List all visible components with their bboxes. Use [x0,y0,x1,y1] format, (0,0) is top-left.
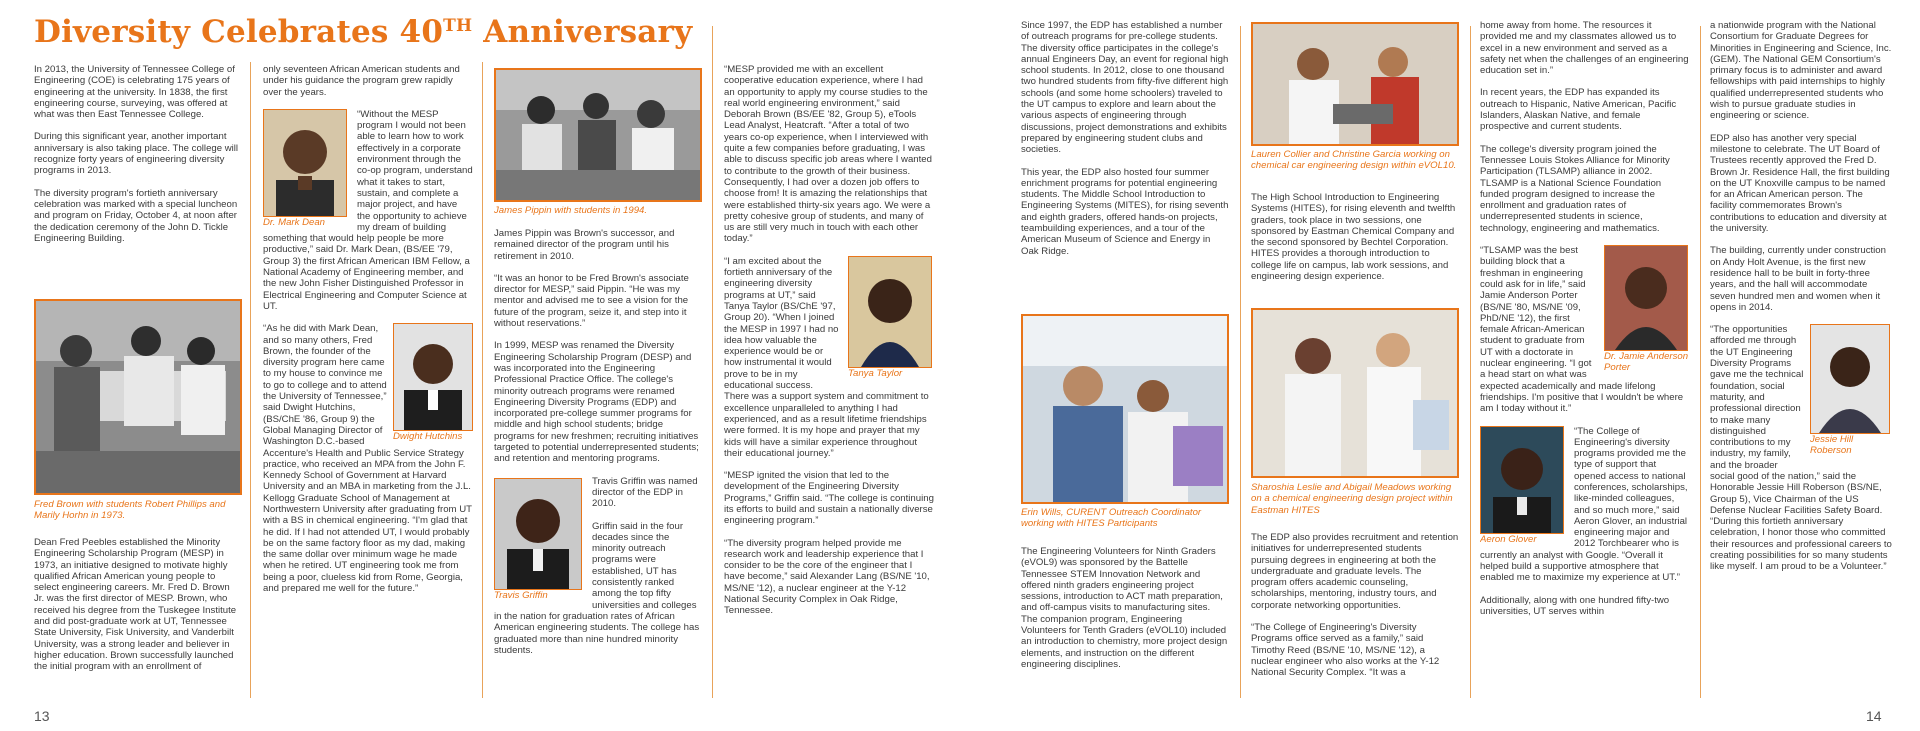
portrait-image [263,109,347,217]
column-5-bottom [1021,546,1229,704]
caption-james-pippin: James Pippin with students in 1994. [494,205,648,216]
paragraph: In 2013, the University of Tennessee College of Engineering (COE) is celebrating 175 years of engineering at the university. In 1838, the first engineering course, surveying, was offered at what was then East Tennessee College. [34,64,235,121]
portrait-jessie-roberson [1810,324,1892,460]
lab-photo-image [1253,24,1457,144]
portrait-image [1604,245,1688,351]
portrait-tanya-taylor [848,256,934,380]
column-6-bottom [1251,532,1459,704]
paragraph: The Engineering Volunteers for Ninth Graders (eVOL9) was sponsored by the Battelle Tennessee STEM Innovation Network and offered ninth graders engineering project sessions, introduction to ACT math preparation, and off-campus visits to manufacturing sites. The companion program, Engineering Volunteers for Tenth Graders (eVOL10) included an introduction to chemistry, more project design elements, and instruction on the different engineering disciplines. [1021,546,1228,670]
paragraph: The diversity program's fortieth anniversary celebration was marked with a special luncheon and program on Friday, October 4, at noon after the dedication ceremony of the John D. Tickle Engineering Building. [34,187,238,244]
paragraph: a nationwide program with the National Consortium for Graduate Degrees for Minorities in Engineering and Science, Inc. (GEM). The National GEM Consortium's primary focus is to administer and award fellowships with paid internships to highly qualified underrepresented students who wish to pursue graduate studies in engineering or science. [1710,20,1892,122]
photo-collier-garcia [1251,22,1459,146]
paragraph: Dean Fred Peebles established the Minority Engineering Scholarship Program (MESP) in 1973, an initiative designed to motivate highly qualified African American young people to select engineering careers. Mr. Fred D. Brown Jr. was the first director of MESP. Brown, who received his degree from the Tuskegee Institute and did post-graduate work at UT, Tennessee State University, Fisk University, and Vanderbilt University, was a strong leader and believer in higher education. Brown successfully launched the initial program with an enrollment of [34,537,237,673]
page-number-right: 14 [1866,708,1882,724]
paragraph: The college's diversity program joined the Tennessee Louis Stokes Alliance for Minority Participation (TLSAMP) alliance in 2002. TLSAMP is a National Science Foundation funded program designed to increase the enrollment and graduation rates of underrepresented students in science, technology, engineering and mathematics. [1480,143,1670,234]
paragraph: Additionally, along with one hundred fifty-two universities, UT serves within [1480,594,1670,617]
caption-jamie-porter: Dr. Jamie Anderson Porter [1604,351,1689,374]
paragraph: The High School Introduction to Engineering Systems (HITES), for rising eleventh and twelfth graders, took place in two sessions, one sponsored by Eastman Chemical Company and the second sponsored by Bechtel Corporation. HITES provides a thorough introduction to college life on campus, lab work sessions, and engineering design experience. [1251,192,1456,283]
paragraph: Since 1997, the EDP has established a number of outreach programs for pre-college students. The diversity office participates in the college's annual Engineers Day, an event for regional high school students. In 2012, close to one thousand two hundred students from fifty-five different high schools (and some home schoolers) traveled to the UT campus to explore and learn about the various aspects of engineering through discussions, project demonstrations and exhibits prepared by engineering student clubs and societies. [1021,20,1229,156]
caption-mark-dean: Dr. Mark Dean [263,216,326,228]
paragraph: Griffin said in the four decades since the minority outreach programs were established, UT has consistently ranked among the top fifty universities and colleges in the nation for graduation rates of African American engineering students. The college has graduated more than nine hundred minority students. [494,520,700,656]
paragraph: “It was an honor to be Fred Brown's associate director for MESP,” said Pippin. “He was my mentor and advised me to see a vision for the future of the program, seize it, and step into it without reservations.” [494,272,689,330]
portrait-image [1480,426,1564,534]
group-photo-image [36,301,240,493]
photo-james-pippin-students [494,68,702,202]
column-divider [1470,26,1471,698]
column-3 [494,228,704,704]
portrait-mark-dean [263,109,349,231]
column-7 [1480,20,1690,704]
lab-photo-image [1253,310,1457,476]
column-divider [482,62,483,698]
paragraph: Travis Griffin was named director of the EDP in 2010. [592,475,698,510]
caption-jessie-roberson: Jessie Hill Roberson [1810,434,1854,457]
paragraph: “TLSAMP was the best building block that a freshman in engineering could ask for in life,” said Jamie Anderson Porter (BS/NE '80, MS/NE '09, PhD/NE '12), the first female African-American student to graduate from UT with a doctorate in nuclear engineering. “I got a head start on what was expected academically and made lifelong friendships. I'm positive that I wouldn't be where am I today without it.” [1480,245,1684,415]
paragraph: This year, the EDP also hosted four summer enrichment programs for potential engineering students. The Middle School Introduction to Engineering Systems (MITES), for rising seventh and eighth graders, offered hands-on projects, teambuilding experiences, and a tour of the American Museum of Science and Energy in Oak Ridge. [1021,166,1229,257]
lab-photo-image [1023,316,1227,502]
paragraph: “The opportunities afforded me through the UT Engineering Diversity Programs gave me the technical foundation, social maturity, and professional direction to make many distinguished contributions to my industry, my family, and the broader social good of the nation,” said the Honorable Jessie Hill Roberson (BS/NE, Group 5), Vice Chairman of the US Defense Nuclear Facilities Safety Board. “During this fortieth anniversary celebration, I honor those who committed their resources and professional careers to creating possibilities for so many students like myself. I am proud to be a Volunteer.” [1710,324,1892,573]
caption-tanya-taylor: Tanya Taylor [848,367,903,379]
column-divider [712,26,713,698]
paragraph: “As he did with Mark Dean, and so many others, Fred Brown, the founder of the diversity program here came to my house to convince me to go to college and to attend the University of Tennessee,” said Dwight Hutchins, (BS/ChE '86, Group 9) the Global Managing Director of Washington D.C.-based Accenture's Health and Public Service Strategy practice, who received an MPA from the John F. Kennedy School of Government at Harvard University and an MBA in marketing from the J.L. Kellogg Graduate School of Management at Northwestern University after graduating from UT with a BS in chemical engineering. “I'm glad that he did. If I had not attended UT, I would probably be on the same factory floor as my dad, making the same dollar over minimum wage he made when he retired. UT engineering took me from being a poor, clueless kid from Rome, Georgia, and prepared me well for the future.” [263,323,472,595]
portrait-image [848,256,932,368]
paragraph: EDP also has another very special milestone to celebrate. The UT Board of Trustees recently approved the Fred D. Brown Jr. Residence Hall, the first building on the UT Knoxville campus to be named for an African American person. The facility commemorates Brown's contributions to education and diversity at the university. [1710,132,1890,235]
paragraph: During this significant year, another important anniversary is also taking place. The college will recognize forty years of engineering diversity programs in 2013. [34,131,239,177]
paragraph: In recent years, the EDP has expanded its outreach to Hispanic, Native American, Pacific Islanders, Alaskan Native, and female prospective and current students. [1480,87,1677,133]
caption-fred-brown: Fred Brown with students Robert Phillips and Marily Horhn in 1973. [34,499,226,522]
column-divider [1240,26,1241,698]
photo-leslie-meadows [1251,308,1459,478]
paragraph: home away from home. The resources it provided me and my classmates allowed us to excel in a new environment and served as a safety net when the challenges of an engineering education set in.” [1480,20,1689,77]
paragraph: “The diversity program helped provide me research work and leadership experience that I consider to be the core of the engineer that I have become,” said Alexander Lang (BS/NE '10, MS/NE '12), a nuclear engineer at the Y-12 National Security Complex in Oak Ridge, Tennessee. [724,537,930,617]
portrait-image [1810,324,1890,434]
caption-leslie-meadows: Sharoshia Leslie and Abigail Meadows working on a chemical engineering design project within Eastman HITES [1251,482,1453,516]
paragraph: James Pippin was Brown's successor, and remained director of the program until his retirement in 2010. [494,228,675,262]
caption-erin-wills: Erin Wills, CURENT Outreach Coordinator working with HITES Participants [1021,507,1202,530]
column-4 [724,64,934,704]
column-6-top [1251,192,1459,304]
column-1-bottom [34,537,239,703]
column-1-top [34,64,239,294]
column-divider [250,62,251,698]
column-2 [263,64,473,704]
group-photo-image [496,70,700,200]
caption-travis-griffin: Travis Griffin [494,589,548,601]
portrait-image [494,478,582,590]
portrait-aeron-glover [1480,426,1566,548]
paragraph: only seventeen African American students and under his guidance the program grew rapidly over the years. [263,64,460,98]
paragraph: The building, currently under construction on Andy Holt Avenue, is the first new residence hall to be built in forty-three years, and the hall will accommodate seven hundred men and women when it opens in 2014. [1710,245,1886,313]
caption-dwight-hutchins: Dwight Hutchins [393,431,463,443]
article-title: Diversity Celebrates 40TH Anniversary [34,14,693,50]
column-8 [1710,20,1892,704]
portrait-image [393,323,473,431]
photo-erin-wills-hites [1021,314,1229,504]
photo-fred-brown-students [34,299,242,495]
paragraph: “The College of Engineering's Diversity Programs office served as a family,” said Timothy Reed (BS/NE '10, MS/NE '12), a nuclear engineer who also works at the Y-12 National Security Complex. “It was a [1251,622,1440,679]
column-5-top [1021,20,1229,306]
paragraph: “I am excited about the fortieth anniversary of the engineering diversity programs at UT,” said Tanya Taylor (BS/ChE '97, Group 20). “When I joined the MESP in 1997 I had no idea how valuable the experience would be or how instrumental it would prove to be in my educational success. There was a support system and commitment to excellence unparalleled to anything I had experienced, and as a result lifetime friendships were formed. It is my hope and prayer that my kids will have a similar experience throughout their educational journey.” [724,255,929,459]
portrait-dwight-hutchins [393,323,473,445]
paragraph: “The College of Engineering's diversity programs provided me the type of support that opened access to national conferences, scholarships, like-minded colleagues, and so much more,” said Aeron Glover, an industrial engineering major and 2012 Torchbearer who is currently an analyst with Google. “Overall it helped build a supportive atmosphere that enabled me to maximize my experience at UT.” [1480,425,1688,584]
caption-aeron-glover: Aeron Glover [1480,533,1537,545]
column-divider [1700,26,1701,698]
paragraph: The EDP also provides recruitment and retention initiatives for underrepresented students pursuing degrees in engineering at both the undergraduate and graduate levels. The program offers academic counseling, scholarships, mentoring, industry tours, and corporate networking opportunities. [1251,532,1459,611]
paragraph: In 1999, MESP was renamed the Diversity Engineering Scholarship Program (DESP) and was incorporated into the Engineering Professional Practice Office. The college's minority outreach programs were renamed Engineering Diversity Programs (EDP) and incorporated pre-college summer programs for middle and high school students; bridge programs for new freshmen; recruiting initiatives targeted to potential underrepresented students; and retention and mentoring programs. [494,340,699,465]
paragraph: “Without the MESP program I would not been able to learn how to work effectively in a corporate environment through the co-op program, understand what it takes to start, sustain, and complete a major project, and have the opportunity to achieve my dream of building something that would help people be more productive,” said Dr. Mark Dean, (BS/EE '79, Group 3) the first African American IBM Fellow, a National Academy of Engineering member, and the new John Fisher Distinguished Professor in Electrical Engineering and Computer Science at UT. [263,108,473,312]
caption-collier-garcia: Lauren Collier and Christine Garcia working on chemical car engineering design within eVOL10. [1251,149,1457,172]
page-number-left: 13 [34,708,50,724]
paragraph: “MESP ignited the vision that led to the development of the Engineering Diversity Programs,” Griffin said. “The college is continuing its efforts to build and sustain a nationally diverse engineering program.” [724,470,934,527]
paragraph: “MESP provided me with an excellent cooperative education experience, where I had an opportunity to apply my course studies to the real world engineering environment,” said Deborah Brown (BS/EE '82, Group 5), eTools Lead Analyst, Heatcraft. “After a total of two years co-op experience, when I interviewed with quite a few companies before graduating, I was able to discuss specific job areas where I wanted to contribute to the growth of their business. Consequently, I had over a dozen job offers to choose from! It is amazing the relationships that were established thirty-six years ago. We were a pretty cohesive group of students, and many of us are still very much in touch with each other today.” [724,64,932,245]
portrait-travis-griffin [494,478,584,606]
portrait-jamie-porter [1604,245,1690,377]
